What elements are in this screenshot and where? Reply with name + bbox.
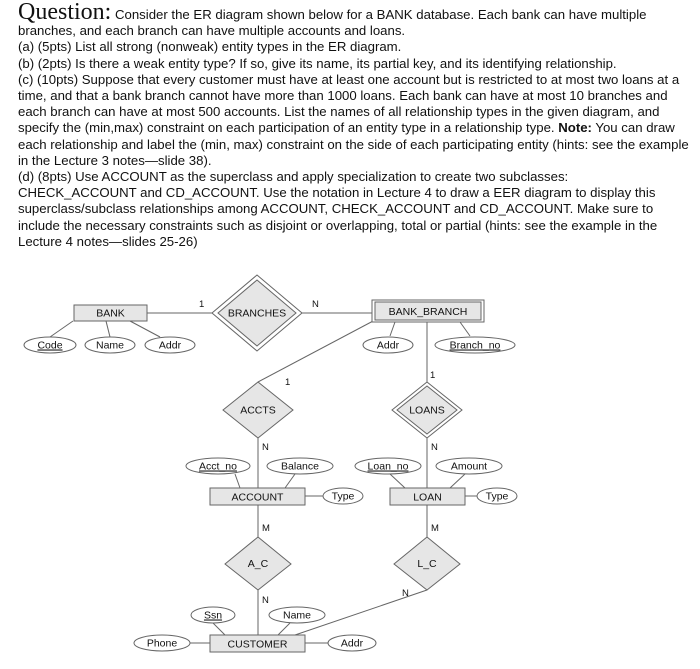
question-intro-text: Consider the ER diagram shown below for a BANK database. Each bank can have multiple branches, and each branch can have multiple accounts and loans.: [18, 7, 647, 39]
attribute-label: Name: [282, 609, 312, 622]
attribute-account-type: [323, 488, 363, 504]
cardinality-loans-loan: N: [431, 442, 438, 453]
cardinality-lc-loan: M: [431, 523, 439, 534]
part-b: (b) (2pts) Is there a weak entity type? If so, give its name, its partial key, and its identifying relationship.: [18, 55, 617, 71]
relationship-l-c: [394, 537, 460, 590]
attribute-label: Name: [95, 339, 125, 352]
relationship-label: A_C: [247, 558, 269, 570]
attribute-loan-type: [477, 488, 517, 504]
attribute-bank-addr: [145, 337, 195, 353]
cardinality-lc-customer: N: [402, 588, 409, 599]
relationship-label: L_C: [417, 558, 437, 570]
relationship-label: LOANS: [409, 404, 445, 417]
attribute-label: Balance: [281, 460, 319, 473]
entity-account: [210, 488, 305, 505]
connector-lines: [50, 313, 478, 643]
cardinality-loans-branch: 1: [430, 370, 436, 381]
attribute-bank-name: [85, 337, 135, 353]
entity-bank: [74, 305, 147, 321]
relationship-label: BRANCHES: [227, 307, 287, 320]
attribute-label: Ssn: [203, 609, 223, 622]
entity-bank-branch: [372, 300, 484, 322]
attribute-balance: [267, 458, 333, 474]
cardinality-branches-branch: N: [312, 299, 319, 310]
attribute-label: Phone: [146, 637, 178, 650]
attribute-label: Addr: [340, 637, 364, 650]
entity-label: ACCOUNT: [231, 491, 284, 504]
relationship-label: ACCTS: [240, 404, 276, 417]
entity-customer: [210, 635, 305, 652]
relationship-loans: [392, 382, 462, 438]
part-a: (a) (5pts) List all strong (nonweak) entity types in the ER diagram.: [18, 39, 402, 55]
attribute-branch-addr: [363, 337, 413, 353]
entity-label: BANK: [96, 307, 125, 320]
cardinality-ac-account: M: [262, 523, 270, 534]
attribute-label: Loan_no: [367, 460, 409, 473]
attribute-label: Addr: [158, 339, 182, 352]
entity-label: CUSTOMER: [227, 638, 288, 651]
attribute-label: Acct_no: [199, 460, 237, 473]
attribute-label: Branch_no: [449, 339, 501, 352]
entity-label: LOAN: [413, 491, 442, 504]
cardinality-bank-branches: 1: [199, 299, 205, 310]
entity-loan: [390, 488, 465, 505]
attribute-acct-no: [186, 458, 250, 474]
attribute-label: Type: [331, 490, 355, 503]
cardinality-accts-account: N: [262, 442, 269, 453]
attribute-amount: [436, 458, 502, 474]
attribute-label: Code: [37, 339, 63, 352]
attribute-phone: [134, 635, 190, 651]
note-label: Note:: [558, 120, 592, 136]
question-heading: Question:: [18, 0, 112, 25]
cardinality-ac-customer: N: [262, 595, 269, 606]
part-d: (d) (8pts) Use ACCOUNT as the superclass and apply specialization to create two subclasses: CHECK_ACCOUNT and CD_ACCOUNT. Use the notation in Lecture 4 to draw a EER diagram to display this superclass/subclass relationships among ACCOUNT, CHECK_ACCOUNT and CD_ACCOUNT. Make sure to include the necessary constraints such as disjoint or overlapping, total or partial (hints: see the example in the Lecture 4 notes—slides 25-26): [18, 169, 658, 249]
relationship-accts: [223, 382, 293, 438]
cardinality-accts-branch: 1: [285, 377, 291, 388]
attribute-branch-no: [435, 337, 515, 353]
attribute-bank-code: [24, 337, 76, 353]
attribute-customer-addr: [328, 635, 376, 651]
attribute-loan-no: [355, 458, 421, 474]
attribute-label: Amount: [450, 460, 488, 473]
part-c-note: You can draw each relationship and label the (min, max) constraint on the side of each participating entity (hints: see the example in the Lecture 3 notes—slide 38).: [18, 120, 689, 168]
relationship-branches: [212, 275, 302, 351]
attribute-label: Addr: [376, 339, 400, 352]
entity-label: BANK_BRANCH: [388, 306, 468, 318]
relationship-a-c: [225, 537, 291, 590]
attribute-ssn: [191, 607, 235, 623]
attribute-label: Type: [485, 490, 509, 503]
attribute-customer-name: [269, 607, 325, 623]
part-c-text: (c) (10pts) Suppose that every customer must have at least one account but is restricted to at most two loans at a time, and that a bank branch cannot have more than 1000 loans. Each bank can have at most 10 branches and each branch can have at most 500 accounts. List the names of all relationship types in the given diagram, and specify the (min,max) constraint on each participation of an entity type in a relationship type.: [18, 71, 680, 136]
